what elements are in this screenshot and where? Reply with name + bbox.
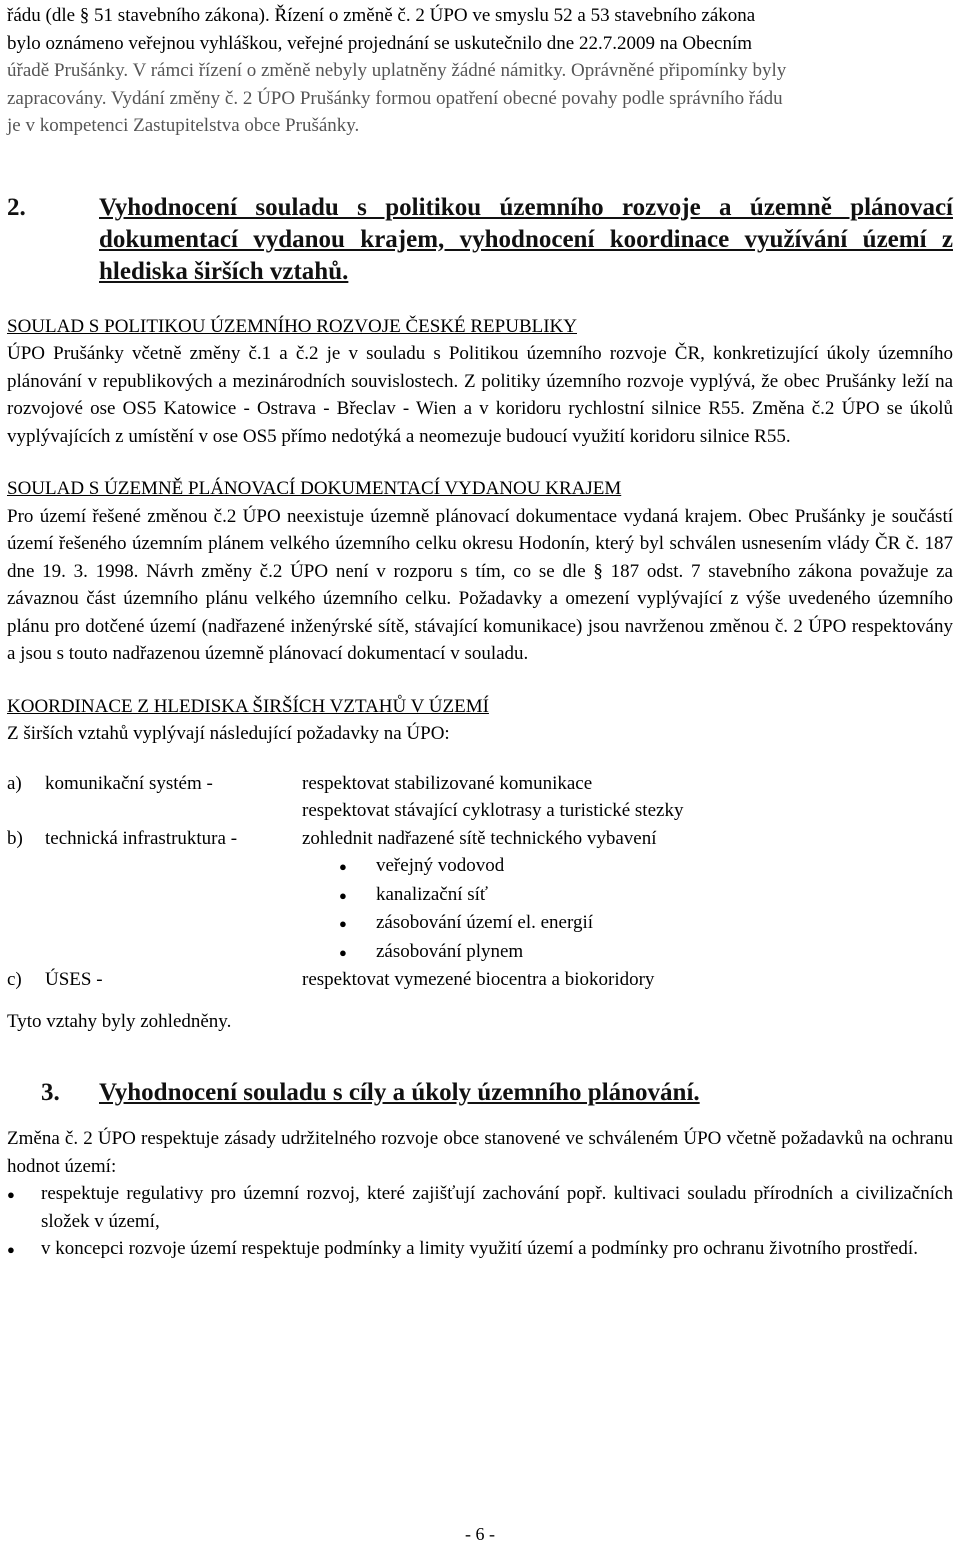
- soulad-kraj-heading: SOULAD S ÚZEMNĚ PLÁNOVACÍ DOKUMENTACÍ VYDANOU KRAJEM: [7, 478, 622, 499]
- requirement-b-text-1: zohlednit nadřazené sítě technického vybavení: [302, 827, 657, 849]
- soulad-politika-block: [7, 313, 953, 451]
- intro-line-3: úřadě Prušánky. V rámci řízení o změně nebyly uplatněny žádné námitky. Oprávněné připomínky byly: [7, 60, 787, 81]
- requirement-b-label: technická infrastruktura -: [45, 827, 238, 849]
- requirement-a-text-1: respektovat stabilizované komunikace: [302, 772, 593, 794]
- list-item: ● kanalizační síť: [302, 881, 953, 910]
- bullet-icon: [7, 1180, 41, 1235]
- section-2-number: 2.: [7, 193, 26, 221]
- section-3-number: 3.: [41, 1079, 60, 1106]
- list-item: ● veřejný vodovod: [302, 852, 953, 881]
- soulad-politika-text: ÚPO Prušánky včetně změny č.1 a č.2 je v souladu s Politikou územního rozvoje ČR, konkretizující úkoly územního plánování v republikových a mezinárodních souvislostech. Z politiky územního rozvoje vyplývá, že obec Prušánky leží na rozvojové ose OS5 Katowice - Ostrava - Břeclav - Wien a v koridoru rychlostní silnice R55. Změna č.2 ÚPO se úkolů vyplývajících z umístění v ose OS5 přímo nedotýká a neomezuje budoucí využití koridoru silnice R55.: [7, 343, 953, 447]
- section-3-heading: [7, 1077, 953, 1109]
- requirement-a-letter: a): [7, 772, 22, 794]
- bullet-icon: [302, 909, 376, 938]
- requirement-b-letter: b): [7, 827, 23, 849]
- bullet-icon: [302, 852, 376, 881]
- requirement-c-label: ÚSES -: [45, 969, 103, 990]
- requirement-c: [7, 966, 953, 994]
- soulad-politika-heading: SOULAD S POLITIKOU ÚZEMNÍHO ROZVOJE ČESKÉ REPUBLIKY: [7, 315, 577, 337]
- soulad-kraj-block: [7, 475, 953, 668]
- intro-line-1: řádu (dle § 51 stavebního zákona). Řízení o změně č. 2 ÚPO ve smyslu 52 a 53 stavebního zákona: [7, 5, 756, 26]
- requirement-b: [7, 825, 953, 853]
- requirements-list: [7, 770, 953, 994]
- intro-line-2: bylo oznámeno veřejnou vyhláškou, veřejné projednání se uskutečnilo dne 22.7.2009 na Obecním: [7, 32, 753, 54]
- section-3-title: Vyhodnocení souladu s cíly a úkoly územního plánování.: [99, 1079, 700, 1106]
- soulad-kraj-text: Pro území řešené změnou č.2 ÚPO neexistuje územně plánovací dokumentace vydaná krajem. Obec Prušánky je součástí území řešeného územním plánem velkého územního celku okresu Hodonín, který byl schválen usnesením vlády ČR č. 187 dne 19. 3. 1998. Návrh změny č.2 ÚPO není v rozporu s tím, co se dle § 187 odst. 7 stavebního zákona považuje za závaznou část územního plánu velkého územního celku. Požadavky a omezení vyplývající z výše uvedeného územního plánu pro dotčené území (nadřazené inženýrské sítě, stávající komunikace) jsou navrženou změnou č. 2 ÚPO respektovány a jsou s touto nadřazenou územně plánovací dokumentací v souladu.: [7, 505, 953, 664]
- section-3-body: [7, 1125, 953, 1264]
- requirement-c-text-1: respektovat vymezené biocentra a biokoridory: [302, 969, 655, 990]
- intro-paragraph: [7, 2, 953, 140]
- bullet-icon: [7, 1235, 41, 1264]
- requirement-c-letter: c): [7, 969, 22, 990]
- list-item: ● zásobování plynem: [302, 938, 953, 967]
- requirement-a-cont: [7, 797, 953, 825]
- section-3-intro: Změna č. 2 ÚPO respektuje zásady udržitelného rozvoje obce stanovené ve schváleném ÚPO včetně požadavků na ochranu hodnot území:: [7, 1128, 953, 1177]
- intro-line-5: je v kompetenci Zastupitelstva obce Prušánky.: [7, 115, 360, 136]
- list-item: ● zásobování území el. energií: [302, 909, 953, 938]
- bullet-icon: [302, 881, 376, 910]
- document-page: [7, 2, 953, 1264]
- requirement-b-bullets: [302, 852, 953, 966]
- koordinace-block: [7, 693, 953, 1036]
- section-2-title: Vyhodnocení souladu s politikou územního rozvoje a územně plánovací dokumentací vydanou krajem, vyhodnocení koordinace využívání území z hlediska širších vztahů.: [99, 193, 953, 285]
- requirement-a-text-2: respektovat stávající cyklotrasy a turistické stezky: [302, 800, 684, 821]
- koordinace-closing: Tyto vztahy byly zohledněny.: [7, 1010, 232, 1032]
- koordinace-intro: Z širších vztahů vyplývají následující požadavky na ÚPO:: [7, 723, 450, 744]
- section-2-heading: [7, 192, 953, 288]
- bullet-icon: [302, 938, 376, 967]
- page-number: - 6 -: [465, 1524, 495, 1544]
- requirement-a: [7, 770, 953, 798]
- list-item: ● v koncepci rozvoje území respektuje podmínky a limity využití území a podmínky pro ochranu životního prostředí.: [7, 1235, 953, 1264]
- requirement-a-label: komunikační systém -: [45, 772, 213, 794]
- koordinace-heading: KOORDINACE Z HLEDISKA ŠIRŠÍCH VZTAHŮ V ÚZEMÍ: [7, 695, 489, 717]
- intro-line-4: zapracovány. Vydání změny č. 2 ÚPO Prušánky formou opatření obecné povahy podle správního řádu: [7, 87, 783, 109]
- list-item: ● respektuje regulativy pro územní rozvoj, které zajišťují zachování popř. kultivaci souladu přírodních a civilizačních složek v území,: [7, 1180, 953, 1235]
